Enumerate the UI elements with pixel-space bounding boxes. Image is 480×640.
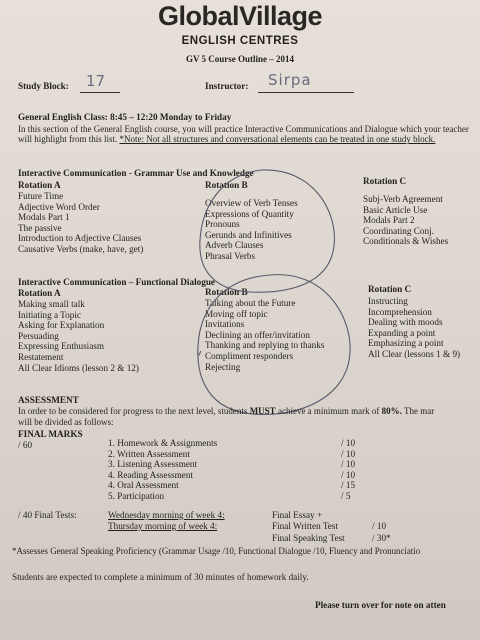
- list-item: Invitations: [205, 319, 245, 330]
- final-marks-label: FINAL MARKS: [18, 429, 83, 439]
- instructor-value: Sirpa: [268, 71, 312, 89]
- list-item: Thanking and replying to thanks: [205, 340, 325, 351]
- functional-rotation-b-title: Rotation B: [205, 287, 248, 297]
- assessment-text: The mar: [404, 406, 435, 416]
- assessment-score: / 15: [341, 480, 356, 491]
- list-item: Talking about the Future: [205, 298, 296, 308]
- list-item: Making small talk: [18, 299, 85, 309]
- assessment-score: / 10: [341, 438, 356, 448]
- list-item: Causative Verbs (make, have, get): [18, 243, 144, 254]
- test-day-thursday: Thursday morning of week 4:: [108, 521, 218, 531]
- assessment-line-1: [18, 406, 434, 416]
- list-item: Basic Article Use: [363, 204, 428, 215]
- functional-rotation-c-title: Rotation C: [368, 284, 412, 294]
- study-block-value: 17: [86, 72, 106, 90]
- assessment-score: / 5: [341, 490, 351, 501]
- instructor-label: Instructor:: [205, 81, 249, 91]
- course-outline-title: GV 5 Course Outline – 2014: [185, 54, 295, 64]
- final-essay: Final Essay +: [272, 510, 323, 520]
- list-item: Adverb Clauses: [205, 240, 264, 251]
- study-block-label: Study Block:: [18, 81, 69, 91]
- list-item: Instructing: [368, 296, 408, 306]
- logo: GlobalVillage: [157, 1, 323, 31]
- list-item: Phrasal Verbs: [205, 250, 256, 261]
- pen-circle-functional: [198, 275, 350, 415]
- speaking-footnote: *Assesses General Speaking Proficiency (Grammar Usage /10, Functional Dialogue /10, Fluency and Pronunciatio: [12, 546, 421, 556]
- grammar-heading: Interactive Communication - Grammar Use and Knowledge: [18, 168, 254, 178]
- final-marks-total: / 60: [18, 440, 33, 450]
- intro-heading: General English Class: 8:45 – 12:20 Monday to Friday: [18, 112, 232, 122]
- functional-rotation-a-title: Rotation A: [18, 288, 61, 298]
- final-written-score: / 10: [372, 521, 387, 531]
- list-item: Subj-Verb Agreement: [363, 194, 443, 204]
- list-item: Overview of Verb Tenses: [205, 198, 298, 208]
- list-item: Coordinating Conj.: [363, 225, 434, 236]
- assessment-item: 4. Reading Assessment: [108, 469, 193, 480]
- final-speaking-test: Final Speaking Test: [272, 533, 345, 543]
- list-item: Restatement: [18, 351, 64, 362]
- list-item: Persuading: [18, 330, 59, 341]
- grammar-rotation-a-title: Rotation A: [18, 180, 61, 190]
- turn-over-note: Please turn over for note on atten: [315, 600, 446, 610]
- assessment-item: 1. Homework & Assignments: [108, 438, 218, 448]
- logo-subtitle: ENGLISH CENTRES: [181, 35, 299, 47]
- list-item: Asking for Explanation: [18, 320, 105, 331]
- list-item: Gerunds and Infinitives: [205, 229, 292, 240]
- final-written-test: Final Written Test: [272, 521, 339, 531]
- list-item: Future Time: [18, 191, 64, 201]
- final-tests-label: / 40 Final Tests:: [18, 510, 77, 520]
- list-item: Expressing Enthusiasm: [18, 341, 104, 352]
- assessment-item: 2. Written Assessment: [108, 448, 190, 459]
- functional-heading: Interactive Communication – Functional Dialogue: [18, 277, 216, 287]
- list-item: The passive: [18, 222, 62, 233]
- assessment-score: / 10: [341, 459, 356, 470]
- list-item: Incomprehension: [368, 306, 432, 317]
- intro-note: *Note: Not all structures and conversational elements can be treated in one study block.: [119, 134, 436, 145]
- assessment-score: / 10: [341, 469, 356, 480]
- list-item: Expressions of Quantity: [205, 208, 294, 219]
- list-item: Modals Part 2: [363, 215, 415, 226]
- list-item: Introduction to Adjective Clauses: [18, 233, 142, 244]
- intro-body: In this section of the General English course, you will practice Interactive Communications and Dialogue which your teacher will highlight from this list.: [18, 124, 469, 145]
- assessment-must: MUST: [249, 406, 276, 416]
- assessment-item: 4. Oral Assessment: [108, 480, 179, 491]
- assessment-text: achieve a minimum mark of: [277, 406, 380, 416]
- assessment-line-2: will be divided as follows:: [18, 417, 114, 427]
- assessment-item: 5. Participation: [108, 490, 165, 501]
- list-item: Dealing with moods: [368, 317, 443, 328]
- list-item: Expanding a point: [368, 327, 436, 338]
- assessment-scores: [341, 438, 355, 502]
- grammar-rotation-b-title: Rotation B: [205, 180, 248, 190]
- assessment-text: In order to be considered for progress to the next level, students: [18, 406, 248, 416]
- list-item: Pronouns: [205, 219, 240, 230]
- list-item: Modals Part 1: [18, 212, 70, 223]
- list-item: Conditionals & Wishes: [363, 236, 449, 247]
- list-item: Moving off topic: [205, 308, 268, 319]
- list-item: Initiating a Topic: [18, 309, 81, 320]
- assessment-heading: ASSESSMENT: [18, 395, 79, 405]
- list-item: All Clear Idioms (lesson 2 & 12): [18, 362, 139, 373]
- grammar-rotation-c-title: Rotation C: [363, 176, 407, 186]
- assessment-items: [108, 438, 217, 502]
- assessment-min-mark: 80%.: [381, 406, 402, 416]
- assessment-score: / 10: [341, 448, 356, 459]
- list-item: Adjective Word Order: [18, 201, 100, 212]
- pen-circle-grammar: [200, 170, 335, 292]
- list-item: Compliment responders: [205, 350, 294, 361]
- assessment-item: 3. Listening Assessment: [108, 459, 198, 470]
- list-item: Declining an offer/invitation: [205, 329, 310, 340]
- list-item: Emphasizing a point: [368, 338, 444, 349]
- list-item: All Clear (lessons 1 & 9): [368, 348, 461, 359]
- test-day-wednesday: Wednesday morning of week 4:: [108, 510, 225, 520]
- list-item: Rejecting: [205, 361, 241, 372]
- final-speaking-score: / 30*: [372, 533, 391, 543]
- homework-note: Students are expected to complete a minimum of 30 minutes of homework daily.: [12, 572, 309, 582]
